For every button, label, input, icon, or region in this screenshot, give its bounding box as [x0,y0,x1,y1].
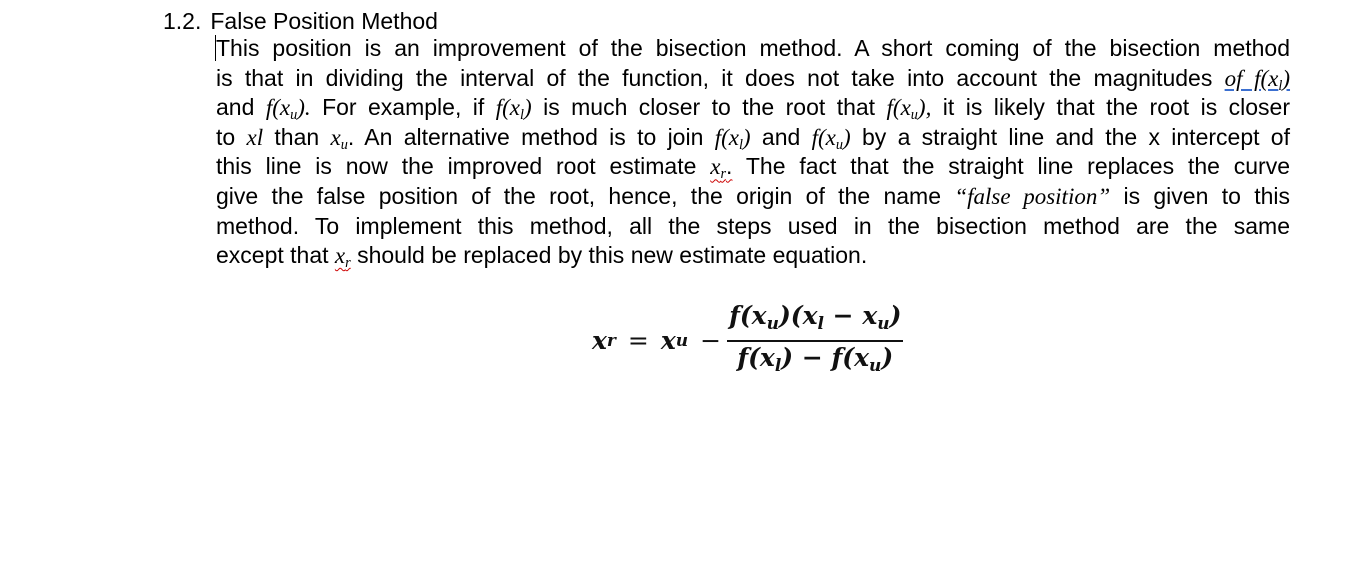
fraction-denominator: $f(x_l) - f(x_u)$ [737,342,894,376]
spellcheck-flag-xr-2[interactable]: $x_r$ [334,243,351,272]
equation-fraction [727,300,903,382]
paragraph-line-1: This position is an improvement of the bisection method. A short coming of the bisection method [216,35,1290,61]
false-position-equation[interactable] [592,300,903,382]
paragraph-line-5: this line is now the improved root estimate $x_r$. The fact that the straight line replaces the curve [216,153,1290,183]
body-paragraph[interactable] [216,34,1290,271]
equation-lhs: x r [592,326,616,356]
equals-sign: = [627,326,649,356]
paragraph-line-4: to xl than $x_u$. An alternative method is to join $f(x_l)$ and $f(x_u)$ by a straight line and the x intercept of [216,123,1290,153]
paragraph-line-6: give the false position of the root, hence, the origin of the name “false position” is given to this [216,182,1290,209]
paragraph-line-7: method. To implement this method, all the steps used in the bisection method are the same [216,212,1290,239]
paragraph-line-8: except that $x_r$ should be replaced by this new estimate equation. [216,242,868,272]
spellcheck-flag-xr[interactable]: $x_r$. [710,153,733,183]
section-heading [163,6,438,36]
paragraph-line-3: and $f(x_u)$. For example, if $f(x_l)$ is much closer to the root that $f(x_u)$, it is likely that the root is closer [216,94,1291,124]
section-number: 1.2. [163,8,202,34]
paragraph-line-2: is that in dividing the interval of the function, it does not take into account the magnitudes of $f(x_l)$ [216,64,1291,94]
equation-xu: x u [660,326,689,356]
section-title: False Position Method [210,8,438,34]
fraction-numerator: $f(x_u)(x_l - x_u)$ [729,301,902,335]
hyperlink-fxl[interactable]: of $f(x_l)$ [1224,65,1291,94]
minus-sign: − [700,326,722,356]
